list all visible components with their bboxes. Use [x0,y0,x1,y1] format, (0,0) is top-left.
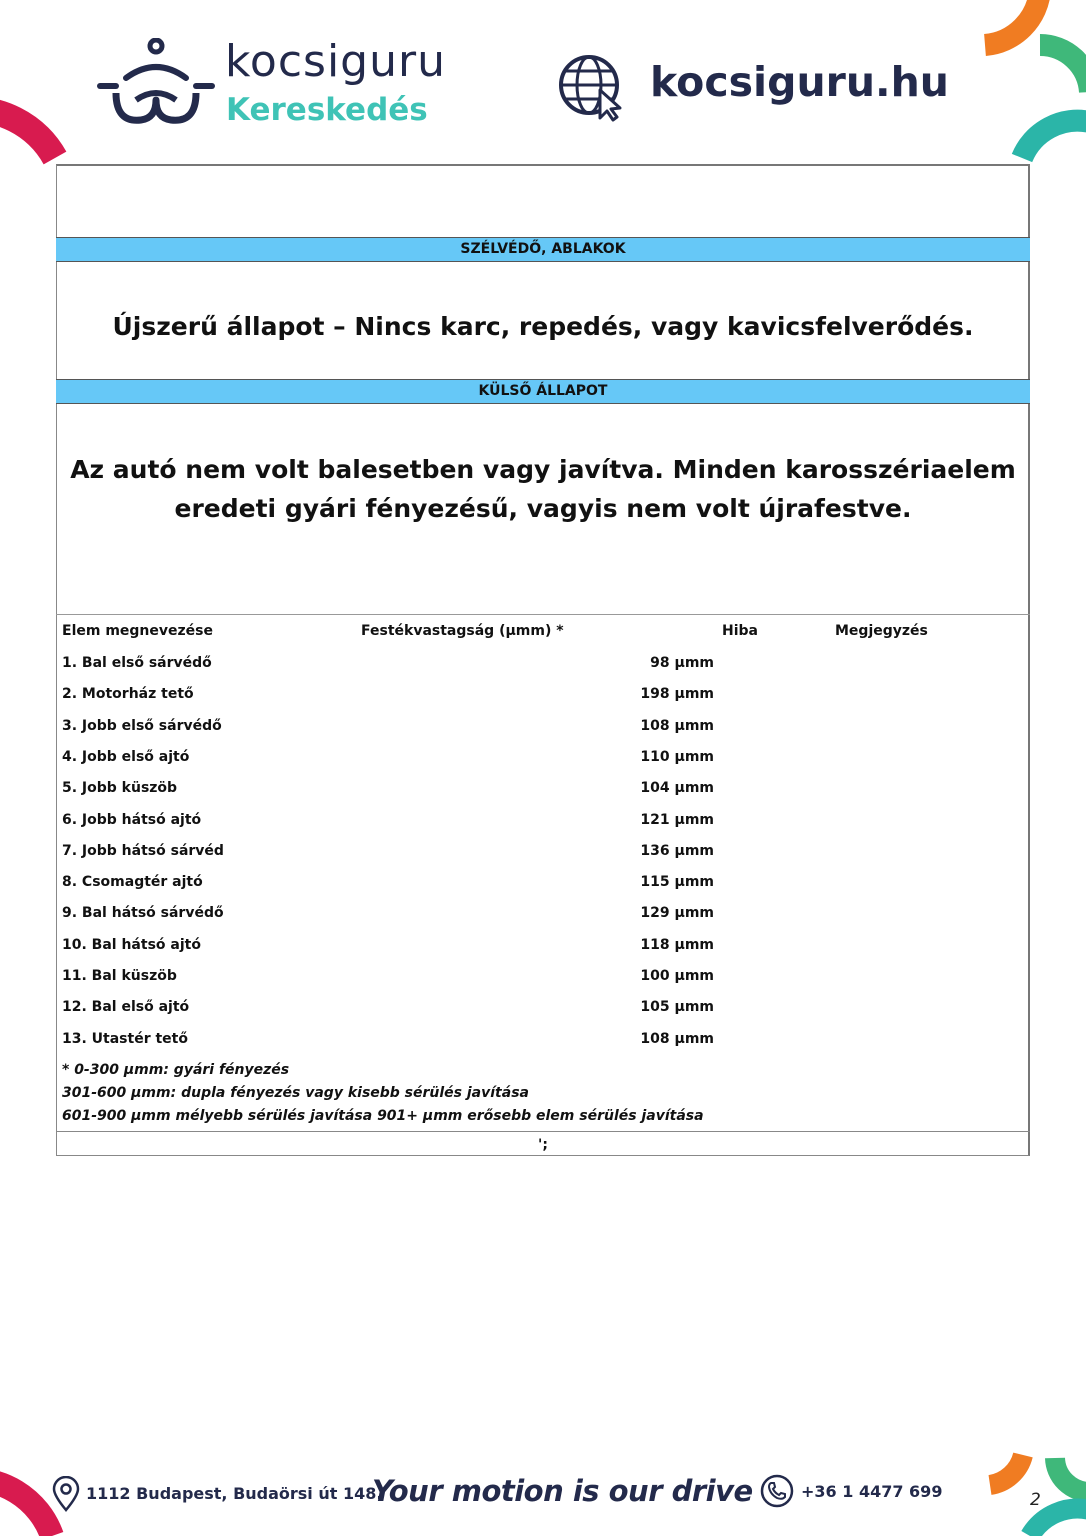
table-row-name: 4. Jobb első ajtó [62,749,190,765]
bottom-right-green-arc [1055,1458,1086,1492]
footer-slogan: Your motion is our drive [372,1474,753,1508]
bottom-right-teal-arc [1030,1509,1086,1536]
table-row-value: 115 µmm [640,874,714,890]
table-bottom-separator [56,1131,1030,1132]
table-row-name: 13. Utastér tető [62,1031,188,1047]
top-right-orange-arc [985,0,1040,45]
brand-name: kocsiguru [225,36,446,87]
table-row-value: 98 µmm [650,655,714,671]
windshield-section-header: SZÉLVÉDŐ, ABLAKOK [56,237,1030,262]
exterior-statement-line1: Az autó nem volt balesetben vagy javítva. Minden karosszériaelem [70,455,1016,484]
table-row-name: 8. Csomagtér ajtó [62,874,203,890]
legend-note: 601-900 µmm mélyebb sérülés javítása 901+ µmm erősebb elem sérülés javítása [62,1108,704,1124]
table-row-name: 3. Jobb első sárvédő [62,718,222,734]
table-row-name: 12. Bal első ajtó [62,999,190,1015]
kocsiguru-logo-icon [96,38,216,130]
closing-text: '; [538,1137,548,1153]
table-top-border [56,614,1030,615]
table-row-name: 7. Jobb hátsó sárvéd [62,843,224,859]
exterior-section-header: KÜLSŐ ÁLLAPOT [56,379,1030,404]
column-header-note: Megjegyzés [835,623,928,639]
column-header-fault: Hiba [722,623,758,639]
table-row-value: 121 µmm [640,812,714,828]
table-row-name: 10. Bal hátsó ajtó [62,937,201,953]
top-left-arc [0,109,55,158]
table-row-value: 129 µmm [640,905,714,921]
legend-note: 301-600 µmm: dupla fényezés vagy kisebb sérülés javítása [62,1085,529,1101]
table-row-name: 6. Jobb hátsó ajtó [62,812,202,828]
table-row-name: 9. Bal hátsó sárvédő [62,905,224,921]
table-row-value: 108 µmm [640,1031,714,1047]
table-row-name: 1. Bal első sárvédő [62,655,212,671]
footer-address: 1112 Budapest, Budaörsi út 148. [86,1484,383,1503]
location-pin-icon [52,1476,80,1512]
brand-subtitle: Kereskedés [226,92,428,128]
legend-note: * 0-300 µmm: gyári fényezés [62,1062,290,1078]
table-row-value: 100 µmm [640,968,714,984]
website-label: kocsiguru.hu [650,58,949,106]
table-row-value: 108 µmm [640,718,714,734]
table-row-value: 136 µmm [640,843,714,859]
table-row-value: 104 µmm [640,780,714,796]
table-row-value: 198 µmm [640,686,714,702]
top-right-teal-arc [1022,121,1086,158]
column-header-name: Elem megnevezése [62,623,213,639]
table-row-value: 118 µmm [640,937,714,953]
top-right-green-arc [1040,45,1086,92]
phone-icon [760,1474,794,1508]
table-row-value: 105 µmm [640,999,714,1015]
table-row-value: 110 µmm [640,749,714,765]
page-number: 2 [1030,1490,1041,1510]
windshield-statement: Újszerű állapot – Nincs karc, repedés, vagy kavicsfelverődés. [112,312,974,341]
bottom-left-arc [0,1479,52,1536]
bottom-right-orange-arc [990,1455,1023,1485]
exterior-statement-line2: eredeti gyári fényezésű, vagyis nem volt újrafestve. [174,494,912,523]
table-row-name: 5. Jobb küszöb [62,780,178,796]
table-row-name: 2. Motorház tető [62,686,194,702]
footer-phone: +36 1 4477 699 [801,1482,943,1501]
globe-cursor-icon [558,54,626,122]
column-header-thickness: Festékvastagság (µmm) * [361,623,564,639]
table-row-name: 11. Bal küszöb [62,968,177,984]
